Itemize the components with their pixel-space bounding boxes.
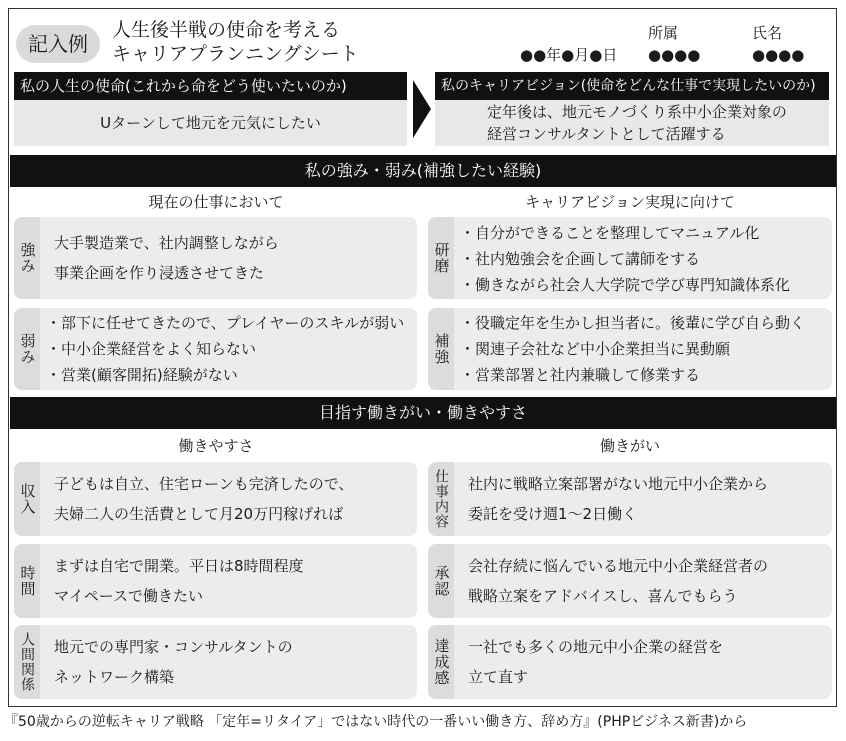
- time-label: 時間: [18, 565, 37, 597]
- strength-line-1: 大手製造業で、社内調整しながら: [54, 234, 279, 252]
- study-item: ・働きながら社会人大学院で学び専門知識体系化: [460, 276, 791, 294]
- affiliation-value: ●●●●: [648, 46, 701, 64]
- goals-left-header: 働きやすさ: [178, 437, 254, 455]
- study-list: [460, 220, 790, 298]
- mission-text: Uターンして地元を元気にしたい: [14, 100, 407, 146]
- mission-heading: 私の人生の使命(これから命をどう使いたいのか): [14, 72, 407, 100]
- example-tag: 記入例: [16, 25, 100, 63]
- study-item: ・自分ができることを整理してマニュアル化: [460, 224, 760, 242]
- reinforce-label-cell: [428, 308, 454, 390]
- study-label: 研磨: [432, 242, 451, 274]
- name-value: ●●●●: [752, 46, 805, 64]
- weakness-list: [46, 310, 404, 388]
- income-line-2: 夫婦二人の生活費として月20万円稼げれば: [54, 505, 344, 523]
- weakness-label-cell: [14, 308, 40, 390]
- time-label-cell: [14, 544, 40, 618]
- weakness-item: ・営業(顧客開拓)経験がない: [46, 366, 238, 384]
- relations-label: 人間関係: [19, 632, 35, 692]
- income-label-cell: [14, 462, 40, 536]
- achievement-label: 達成感: [432, 638, 451, 686]
- work-label-cell: [428, 462, 454, 536]
- relations-label-cell: [14, 625, 40, 699]
- vision-box: [435, 100, 829, 146]
- strength-label: 強み: [18, 242, 37, 274]
- reinforce-item: ・関連子会社など中小企業担当に異動願: [460, 340, 731, 358]
- relations-line-1: 地元での専門家・コンサルタントの: [54, 638, 293, 656]
- achievement-line-1: 一社でも多くの地元中小企業の経営を: [468, 638, 724, 656]
- work-label: 仕事内容: [433, 469, 449, 529]
- reinforce-item: ・営業部署と社内兼職して修業する: [460, 366, 701, 384]
- strengths-right-header: キャリアビジョン実現に向けて: [525, 193, 735, 211]
- strengths-left-header: 現在の仕事において: [148, 193, 284, 211]
- vision-line-1: 定年後は、地元モノづくり系中小企業対象の: [487, 103, 787, 121]
- strength-line-2: 事業企画を作り浸透させてきた: [54, 264, 265, 282]
- income-line-1: 子どもは自立、住宅ローンも完済したので、: [54, 475, 354, 493]
- reinforce-item: ・役職定年を生かし担当者に。後輩に学び自ら動く: [460, 314, 806, 332]
- approval-label: 承認: [432, 565, 451, 597]
- reinforce-list: [460, 310, 805, 388]
- achievement-label-cell: [428, 625, 454, 699]
- relations-line-2: ネットワーク構築: [54, 668, 175, 686]
- achievement-line-2: 立て直す: [468, 668, 529, 686]
- vision-heading: 私のキャリアビジョン(使命をどんな仕事で実現したいのか): [435, 72, 829, 100]
- time-line-1: まずは自宅で開業。平日は8時間程度: [54, 557, 304, 575]
- source-citation: 『50歳からの逆転キャリア戦略 「定年=リタイア」ではない時代の一番いい働き方、辞め方』(PHPビジネス新書)から: [4, 714, 748, 730]
- arrow-right-icon: [413, 80, 431, 138]
- goals-heading: 目指す働きがい・働きやすさ: [10, 397, 836, 429]
- strength-label-cell: [14, 217, 40, 299]
- work-line-2: 委託を受け週1〜2日働く: [468, 505, 638, 523]
- reinforce-label: 補強: [432, 333, 451, 365]
- weakness-item: ・中小企業経営をよく知らない: [46, 340, 257, 358]
- goals-right-header: 働きがい: [599, 437, 660, 455]
- study-label-cell: [428, 217, 454, 299]
- work-line-1: 社内に戦略立案部署がない地元中小企業から: [468, 475, 769, 493]
- study-item: ・社内勉強会を企画して講師をする: [460, 250, 701, 268]
- vision-line-2: 経営コンサルタントとして活躍する: [487, 125, 726, 143]
- weakness-item: ・部下に任せてきたので、プレイヤーのスキルが弱い: [46, 314, 405, 332]
- approval-label-cell: [428, 544, 454, 618]
- name-label: 氏名: [752, 24, 783, 42]
- strengths-heading: 私の強み・弱み(補強したい経験): [10, 155, 836, 187]
- income-label: 収入: [18, 483, 37, 515]
- approval-line-1: 会社存続に悩んでいる地元中小企業経営者の: [468, 557, 769, 575]
- sheet-title-line1: 人生後半戦の使命を考える: [112, 19, 341, 41]
- time-line-2: マイペースで働きたい: [54, 587, 203, 605]
- date-field: ●●年●月●日: [520, 46, 618, 64]
- sheet-title-line2: キャリアプランニングシート: [112, 43, 359, 65]
- approval-line-2: 戦略立案をアドバイスし、喜んでもらう: [468, 587, 738, 605]
- weakness-label: 弱み: [18, 333, 37, 365]
- affiliation-label: 所属: [648, 24, 679, 42]
